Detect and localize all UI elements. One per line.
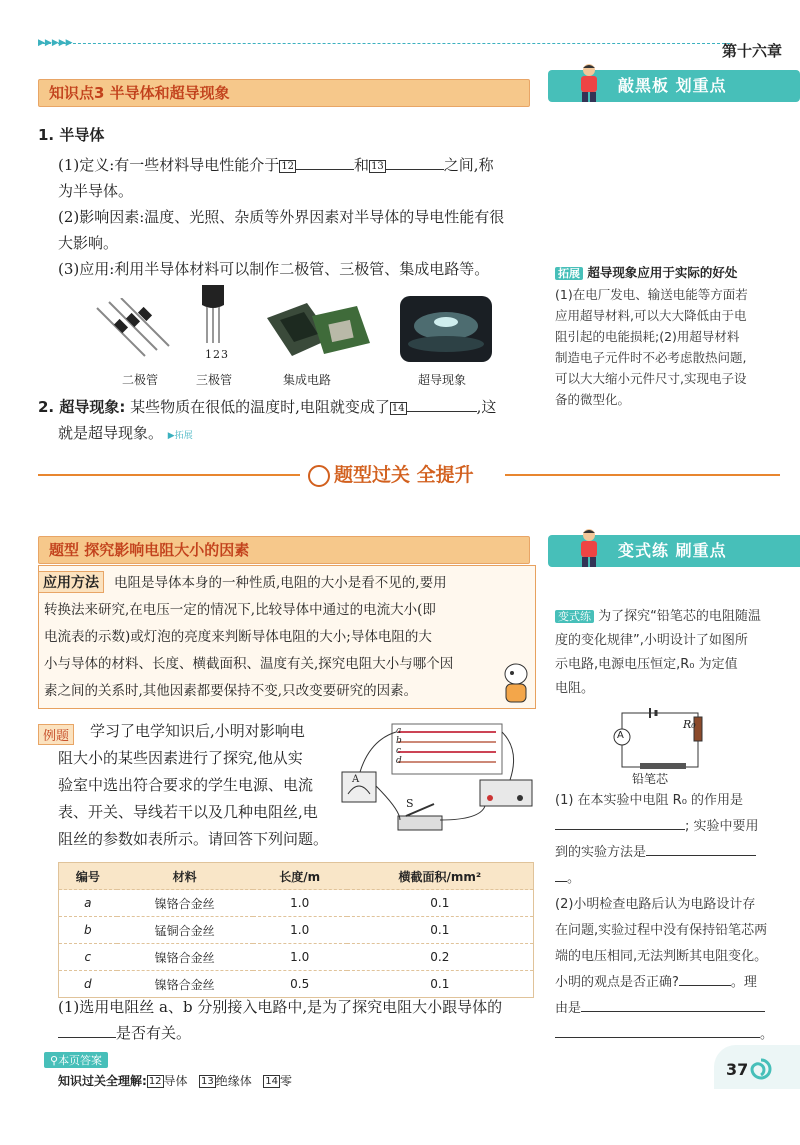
- side-note-line: 制造电子元件时不必考虑散热问题,: [555, 350, 747, 365]
- table-header: 横截面积/mm²: [347, 863, 534, 890]
- example-line: 阻丝的参数如表所示。请回答下列问题。: [58, 830, 329, 848]
- wire-label: a: [396, 726, 402, 736]
- example-line: 表、开关、导线若干以及几种电阻丝,电: [58, 803, 318, 821]
- header-arrows: ▶▶▶▶▶: [38, 38, 73, 48]
- table-row: [59, 890, 534, 917]
- variant-q-text: 。理: [730, 975, 757, 990]
- def-text: (1)定义:有一些材料导电性能介于: [58, 156, 280, 174]
- wire-table: [58, 862, 534, 998]
- table-header-row: [59, 863, 534, 890]
- ic-image: [262, 298, 372, 364]
- answer-blank[interactable]: [581, 1011, 765, 1012]
- table-cell: 1.0: [253, 917, 347, 944]
- variant-text: 度的变化规律”,小明设计了如图所: [555, 633, 748, 648]
- factor-text: (2)影响因素:温度、光照、杂质等外界因素对半导体的导电性能有很: [58, 208, 505, 226]
- answer-blank[interactable]: [386, 169, 444, 170]
- side-note-line: 可以大大缩小元件尺寸,实现电子设: [555, 371, 747, 386]
- divider-title: [308, 460, 474, 487]
- answer-text: 绝缘体: [215, 1074, 252, 1088]
- example-line: 阻大小的某些因素进行了探究,他从实: [58, 749, 303, 767]
- divider-title-text: 题型过关 全提升: [334, 464, 474, 486]
- side-title: 敲黑板 划重点: [618, 76, 727, 95]
- answer-blank[interactable]: [555, 881, 567, 882]
- def-text: 和: [354, 156, 370, 174]
- answer-blank[interactable]: [407, 411, 477, 412]
- teacher-icon: [576, 62, 602, 102]
- variant-q-text: 到的实验方法是: [555, 845, 647, 860]
- question-text: 是否有关。: [116, 1024, 192, 1042]
- question-1: [58, 994, 538, 1046]
- variant-q-text: (1) 在本实验中电阻 R₀ 的作用是: [555, 793, 744, 808]
- wire-label: d: [396, 756, 402, 766]
- method-line: 转换法来研究,在电压一定的情况下,比较导体中通过的电流大小(即: [44, 602, 436, 618]
- variant-text: 为了探究“铅笔芯的电阻随温: [598, 609, 761, 624]
- target-icon: [308, 465, 330, 487]
- table-cell: 1.0: [253, 890, 347, 917]
- superconduct-image: [400, 296, 492, 362]
- heading-semiconductor: 1. 半导体: [38, 126, 105, 144]
- pencil-circuit: [610, 705, 710, 775]
- table-cell: 0.2: [347, 944, 534, 971]
- answers-prefix: 知识过关全理解:: [58, 1074, 147, 1088]
- method-line: 小与导体的材料、长度、横截面积、温度有关,探究电阻大小与哪个因: [44, 656, 454, 672]
- answers-label-text: 本页答案: [58, 1054, 103, 1067]
- side-title-pill: [548, 70, 800, 102]
- mascot-icon: [494, 660, 536, 710]
- sc-text: 某些物质在很低的温度时,电阻就变成了: [130, 398, 390, 416]
- variant-q-text: ; 实验中要用: [685, 819, 759, 834]
- example-line: 学习了电学知识后,小明对影响电: [90, 722, 305, 740]
- experiment-figure: [340, 720, 540, 840]
- method-text-rest: [44, 597, 504, 705]
- side-note-line: 阻引起的电能损耗;(2)用超导材料: [555, 329, 740, 344]
- def-text: 为半导体。: [58, 182, 134, 200]
- answer-number: 12: [148, 1076, 162, 1087]
- method-label: 应用方法: [38, 571, 104, 593]
- teacher-icon: [576, 527, 602, 567]
- answer-text: 零: [279, 1074, 292, 1088]
- expand-link[interactable]: ▶拓展: [167, 431, 193, 441]
- divider-right: [505, 474, 780, 476]
- answer-blank[interactable]: [679, 985, 731, 986]
- caption-diode: 二极管: [122, 373, 159, 387]
- variant-q-text: 在问题,实验过程中没有保持铅笔芯两: [555, 923, 768, 938]
- method-line: 电阻是导体本身的一种性质,电阻的大小是看不见的,要用: [114, 575, 447, 591]
- table-cell: 1.0: [253, 944, 347, 971]
- variant-q-text: 端的电压相同,无法判断其电阻变化。: [555, 949, 768, 964]
- answers-line: [58, 1072, 292, 1089]
- variant-pill: [548, 535, 800, 567]
- answer-blank[interactable]: [555, 829, 685, 830]
- transistor-pins: 123: [205, 348, 229, 361]
- caption-transistor: 三极管: [196, 373, 233, 387]
- table-cell: c: [59, 944, 117, 971]
- r0-label: R₀: [683, 718, 696, 731]
- expand-tag: 拓展: [555, 267, 583, 280]
- variant-text: 电阻。: [555, 681, 595, 696]
- wire-labels: [396, 726, 402, 766]
- ammeter-label: A: [352, 774, 360, 785]
- answer-blank[interactable]: [646, 855, 756, 856]
- variant-questions: [555, 788, 780, 1048]
- caption-superconduct: 超导现象: [418, 373, 467, 387]
- pencil-label: 铅笔芯: [632, 772, 669, 786]
- table-cell: 锰铜合金丝: [117, 917, 253, 944]
- def-text: 之间,称: [443, 156, 494, 174]
- table-cell: 镍铬合金丝: [117, 890, 253, 917]
- side-note-line: 应用超导材料,可以大大降低由于电: [555, 308, 747, 323]
- answers-label: [44, 1052, 108, 1068]
- table-cell: 0.1: [347, 917, 534, 944]
- variant-q-text: 由是: [555, 1001, 582, 1016]
- table-cell: 0.5: [253, 971, 347, 998]
- variant-text: 示电路,电源电压恒定,R₀ 为定值: [555, 657, 738, 672]
- heading-superconduct: 2. 超导现象:: [38, 398, 126, 416]
- blank-number: 14: [391, 402, 405, 414]
- variant-q-text: 。: [760, 1027, 774, 1042]
- table-header: 编号: [59, 863, 117, 890]
- answer-blank[interactable]: [296, 169, 354, 170]
- caption-ic: 集成电路: [283, 373, 332, 387]
- key-icon: ⚲: [50, 1054, 59, 1067]
- variant-q-text: 。: [567, 871, 581, 886]
- example-label: 例题: [38, 724, 74, 745]
- transistor-image: [198, 285, 228, 355]
- answer-blank[interactable]: [58, 1037, 116, 1038]
- switch-label: S: [406, 797, 414, 810]
- variant-title: 变式练 刷重点: [618, 541, 727, 560]
- swirl-icon: [748, 1056, 774, 1082]
- method-text: [114, 570, 534, 597]
- variant-q-text: (2)小明检查电路后认为电路设计存: [555, 897, 756, 912]
- side-note-line: 备的微型化。: [555, 392, 631, 407]
- table-cell: 0.1: [347, 971, 534, 998]
- table-cell: a: [59, 890, 117, 917]
- answer-number: 14: [265, 1076, 278, 1087]
- wire-label: b: [396, 736, 402, 746]
- table-row: [59, 917, 534, 944]
- sc-text: ,这: [476, 398, 497, 416]
- side-note: [555, 262, 780, 410]
- table-header: 长度/m: [253, 863, 347, 890]
- side-note-heading: 超导现象应用于实际的好处: [587, 265, 738, 280]
- superconduct-block: [38, 394, 538, 449]
- divider-left: [38, 474, 300, 476]
- header-rule: [38, 43, 730, 44]
- application-text: (3)应用:利用半导体材料可以制作二极管、三极管、集成电路等。: [58, 260, 490, 278]
- factor-text: 大影响。: [58, 234, 119, 252]
- table-cell: 镍铬合金丝: [117, 971, 253, 998]
- table-header: 材料: [117, 863, 253, 890]
- example-line: 验室中选出符合要求的学生电源、电流: [58, 776, 314, 794]
- page-number: 37: [726, 1060, 749, 1079]
- table-row: [59, 944, 534, 971]
- example-text: [58, 745, 348, 853]
- side-note-line: (1)在电厂发电、输送电能等方面若: [555, 287, 748, 302]
- diode-image: [95, 298, 175, 362]
- example-first-line: [90, 718, 350, 745]
- variant-exercise: [555, 605, 780, 701]
- chapter-title: 第十六章: [721, 42, 782, 60]
- wire-label: c: [396, 746, 402, 756]
- section-bar: 知识点3 半导体和超导现象: [38, 79, 530, 107]
- qtype-bar: 题型 探究影响电阻大小的因素: [38, 536, 530, 564]
- method-line: 电流表的示数)或灯泡的亮度来判断导体电阻的大小;导体电阻的大: [44, 629, 432, 645]
- table-cell: d: [59, 971, 117, 998]
- circuit-ammeter-label: A: [617, 730, 624, 741]
- answer-number: 13: [201, 1076, 214, 1087]
- table-cell: 镍铬合金丝: [117, 944, 253, 971]
- variant-tag: 变式练: [555, 610, 594, 623]
- blank-number: 13: [371, 160, 384, 172]
- variant-q-text: 小明的观点是否正确?: [555, 975, 679, 990]
- method-line: 素之间的关系时,其他因素都要保持不变,只改变要研究的因素。: [44, 683, 418, 699]
- sc-text: 就是超导现象。: [58, 424, 164, 442]
- answer-blank[interactable]: [555, 1037, 760, 1038]
- answer-text: 导体: [163, 1074, 188, 1088]
- definition-block: [58, 152, 538, 282]
- table-cell: b: [59, 917, 117, 944]
- blank-number: 12: [281, 160, 295, 172]
- question-text: (1)选用电阻丝 a、b 分别接入电路中,是为了探究电阻大小跟导体的: [58, 998, 503, 1016]
- table-cell: 0.1: [347, 890, 534, 917]
